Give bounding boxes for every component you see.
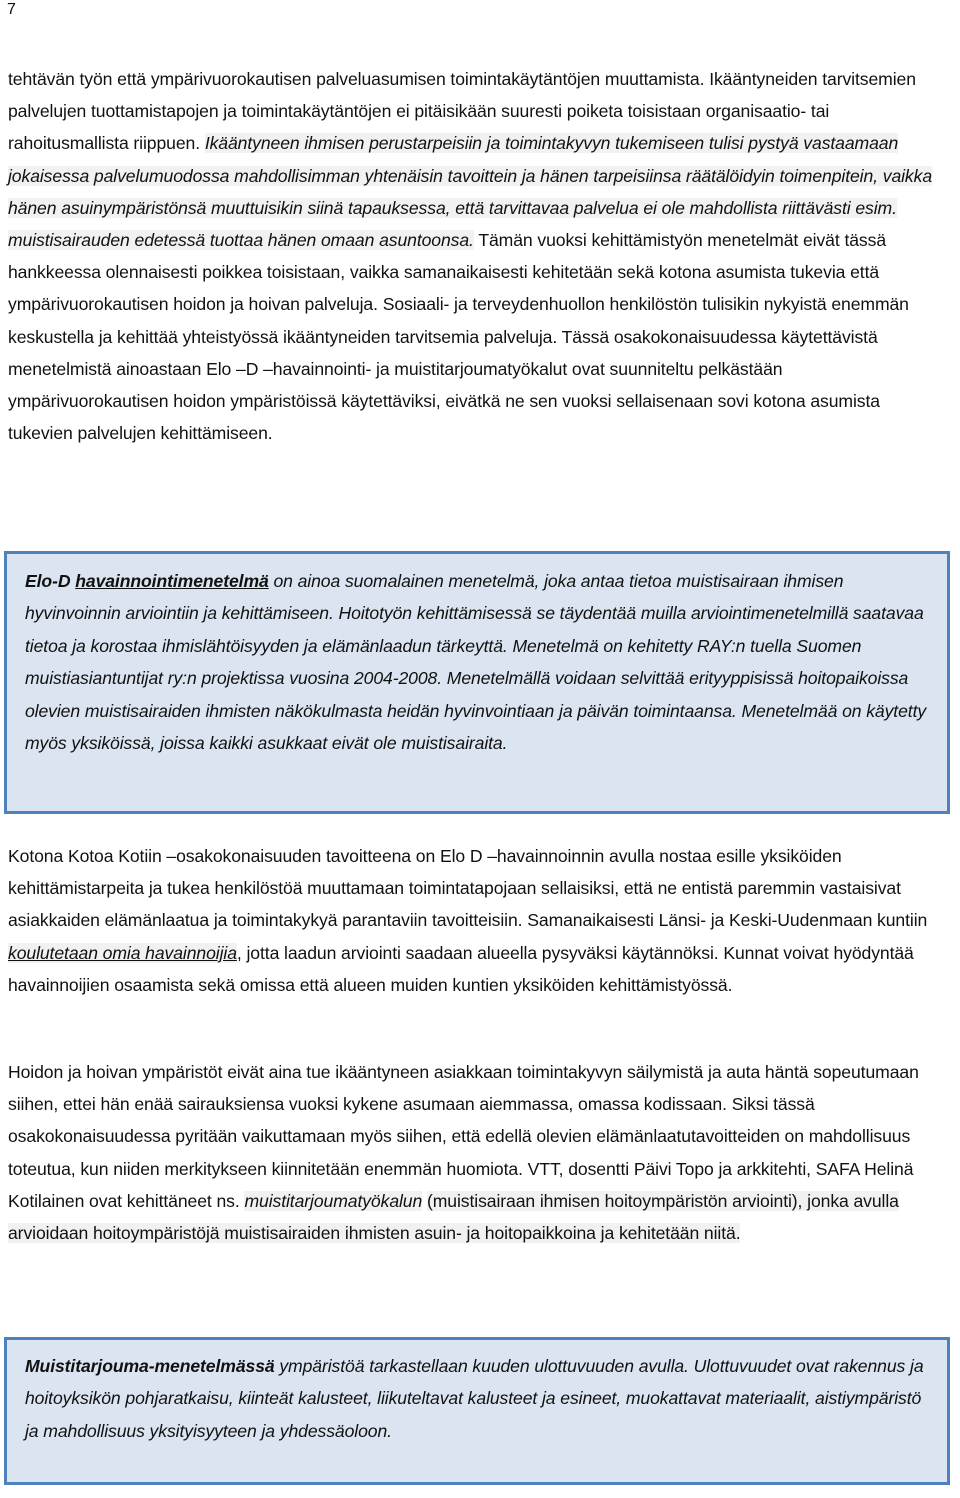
paragraph-kotona-italic: koulutetaan omia havainnoijia	[8, 942, 237, 963]
paragraph-hoidon-italic: muistitarjoumatyökalun	[244, 1190, 423, 1211]
elo-d-info-box	[4, 551, 950, 814]
elo-d-term-a: Elo-D	[25, 571, 71, 591]
paragraph-hoidon-text-a: Hoidon ja hoivan ympäristöt eivät aina tue ikääntyneen asiakkaan toimintakyvyn säilymistä ja auta häntä sopeutumaan siihen, ettei hän enää sairauksiensa vuoksi kykene asumaan aiemmassa, omassa kodissaan. Siksi tässä osakokonaisuudessa pyritään vaikuttamaan myös siihen, että edellä olevien elämänlaatutavoitteiden on mahdollisuus toteutua, kun niiden merkitykseen kiinnitetään enemmän huomiota. VTT, dosentti Päivi Topo ja arkkitehti, SAFA Helinä Kotilainen ovat kehittäneet ns.	[8, 1062, 919, 1211]
page-number: 7	[7, 1, 16, 18]
muistitarjouma-info-text	[25, 1350, 929, 1447]
paragraph-intro-text-b: Tämän vuoksi kehittämistyön menetelmät eivät tässä hankkeessa olennaisesti poikkea toisistaan, vaikka samanaikaisesti kehitetään sekä kotona asumista tukevia että ympärivuorokautisen hoidon ja hoivan palveluja.	[8, 230, 886, 315]
paragraph-intro	[8, 63, 938, 449]
elo-d-description: on ainoa suomalainen menetelmä, joka antaa tietoa muistisairaan ihmisen hyvinvoinnin arviointiin ja kehittämiseen. Hoitotyön kehittämisessä se täydentää muilla arviointimenetelmillä saatavaa tietoa ja korostaa ihmislähtöisyyden ja elämänlaadun tärkeyttä. Menetelmä on kehitetty RAY:n tuella Suomen muistiasiantuntijat ry:n projektissa vuosina 2004-2008. Menetelmällä voidaan selvittää erityyppisissä hoitopaikoissa olevien muistisairaiden ihmisten näkökulmasta heidän hyvinvointiaan ja päivän toimintaansa. Menetelmää on käytetty myös yksiköissä, joissa kaikki asukkaat eivät ole muistisairaita.	[25, 571, 927, 754]
paragraph-intro-italic: Ikääntyneen ihmisen perustarpeisiin ja toimintakyvyn tukemiseen tulisi pystyä vastaamaan jokaisessa palvelumuodossa mahdollisimman yhtenäisin tavoittein ja hänen tarpeisiinsa räätälöidyin toimenpitein, vaikka hänen asuinympäristönsä muuttuisikin siinä tapauksessa, että tarvittavaa palvelua ei ole mahdollista riittävästi esim. muistisairauden edetessä tuottaa hänen omaan asuntoonsa.	[8, 133, 933, 251]
elo-d-term-b: havainnointimenetelmä	[75, 571, 269, 591]
paragraph-kotona-text-a: Kotona Kotoa Kotiin –osakokonaisuuden tavoitteena on Elo D –havainnoinnin avulla nostaa esille yksiköiden kehittämistarpeita ja tukea henkilöstöä muuttamaan toimintatapojaan sellaisiksi, että ne entistä paremmin vastaisivat asiakkaiden elämänlaatua ja toimintakykyä parantaviin tavoitteisiin. Samanaikaisesti Länsi- ja Keski-Uudenmaan kuntiin	[8, 846, 928, 931]
paragraph-kotona-text-b: , jotta laadun arviointi saadaan alueella pysyväksi käytännöksi. Kunnat voivat hyödyntää havainnoijien osaamista sekä omissa että alueen muiden kuntien yksiköiden kehittämistyössä.	[8, 942, 914, 995]
paragraph-hoidon	[8, 1056, 938, 1249]
muistitarjouma-description: ympäristöä tarkastellaan kuuden ulottuvuuden avulla. Ulottuvuudet ovat rakennus ja hoitoyksikön pohjaratkaisu, kiinteät kalusteet, liikuteltavat kalusteet ja esineet, muokattavat materiaalit, aistiympäristö ja mahdollisuus yksityisyyteen ja yhdessäoloon.	[25, 1356, 924, 1441]
paragraph-kotona	[8, 840, 938, 1001]
muistitarjouma-info-box	[4, 1337, 950, 1485]
elo-d-info-text	[25, 565, 929, 759]
paragraph-intro-text-d: Tässä osakokonaisuudessa käytettävistä menetelmistä ainoastaan Elo –D –havainnointi- ja muistitarjoumatyökalut ovat suunniteltu pelkästään ympärivuorokautisen hoidon ympäristöissä käytettäviksi, eivätkä ne sen vuoksi sellaisenaan sovi kotona asumista tukevien palvelujen kehittämiseen.	[8, 326, 880, 444]
paragraph-intro-text-a: tehtävän työn että ympärivuorokautisen palveluasumisen toimintakäytäntöjen muuttamista. Ikääntyneiden tarvitsemien palvelujen tuottamistapojen ja toimintakäytäntöjen ei pitäisikään suuresti poiketa toisistaan organisaatio- tai rahoitusmallista riippuen.	[8, 69, 916, 154]
muistitarjouma-term: Muistitarjouma-menetelmässä	[25, 1356, 275, 1376]
paragraph-intro-text-c: Sosiaali- ja terveydenhuollon henkilöstön tulisikin nykyistä enemmän keskustella ja kehittää yhteistyössä ikääntyneiden tarvitsemia palveluja.	[8, 294, 909, 347]
paragraph-hoidon-text-b: (muistisairaan ihmisen hoitoympäristön arviointi), jonka avulla arvioidaan hoitoympäristöjä muistisairaiden ihmisten asuin- ja hoitopaikkoina ja kehitetään niitä.	[8, 1190, 899, 1244]
